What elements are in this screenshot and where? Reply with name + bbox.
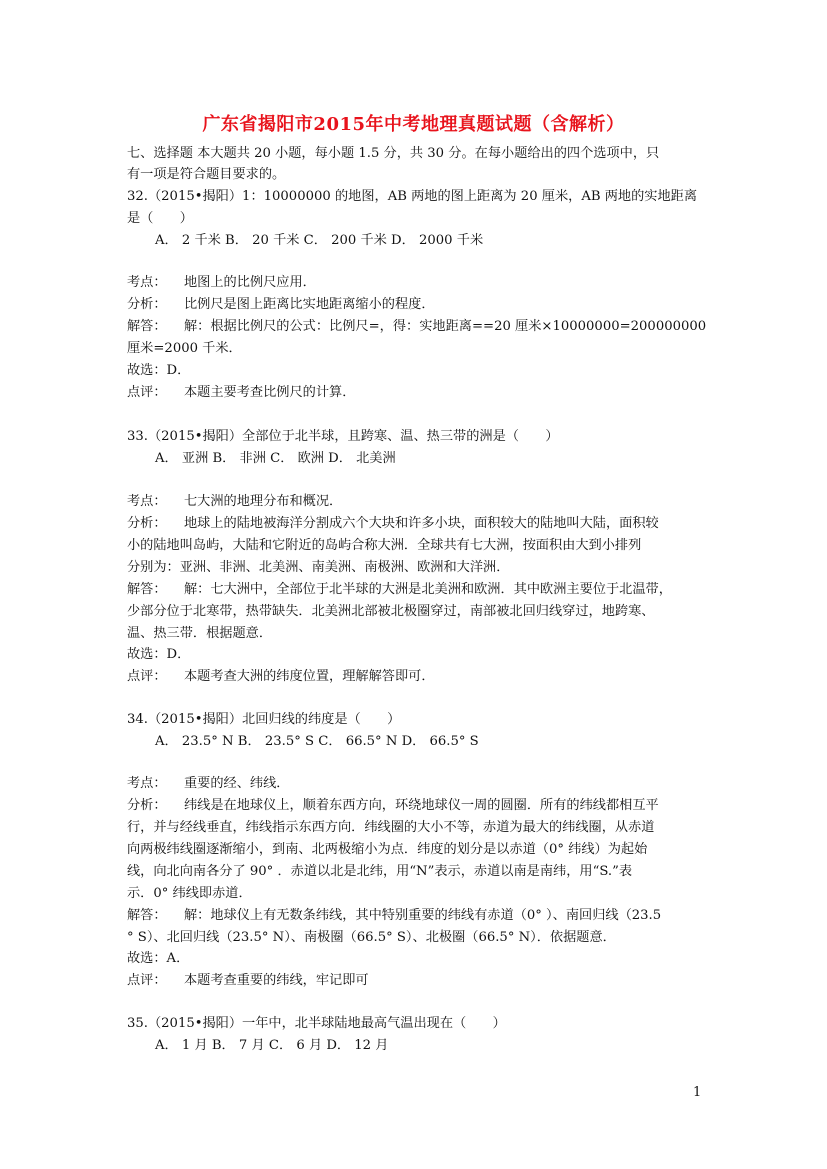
q32-jieda-line-2: 厘米=2000 千米． (127, 341, 242, 356)
q34-dianping (127, 972, 369, 990)
dianping-label: 点评： (127, 973, 167, 988)
q33-options: A． 亚洲 B． 非洲 C． 欧洲 D． 北美洲 (155, 451, 396, 466)
q34-fenxi-line-5: 示．0° 纬线即赤道． (127, 886, 252, 901)
q32-stem-line-1: 32.（2015•揭阳）1：10000000 的地图，AB 两地的图上距离为 20 厘米，AB 两地的实地距离 (127, 189, 698, 204)
q33-fenxi-line-2: 小的陆地叫岛屿，大陆和它附近的岛屿合称大洲．全球共有七大洲，按面积由大到小排列 (127, 538, 642, 553)
dianping-text: 本题主要考查比例尺的计算． (184, 385, 356, 400)
q33-dianping (127, 668, 435, 686)
q34-jieda-line-2: ° S）、北回归线（23.5° N）、南极圈（66.5° S）、北极圈（66.5° N）．依据题意． (127, 930, 616, 945)
jieda-text: 解：七大洲中，全部位于北半球的大洲是北美洲和欧洲．其中欧洲主要位于北温带， (184, 582, 672, 597)
q34-fenxi-line-3: 向两极纬线圈逐渐缩小，到南、北两极缩小为点．纬度的划分是以赤道（0° 纬线）为起始 (127, 842, 648, 857)
q33-kaodian (127, 493, 342, 511)
q32-fenxi (127, 296, 435, 314)
q33-jieda-line-2: 少部分位于北寒带，热带缺失．北美洲北部被北极圈穿过，南部被北回归线穿过，地跨寒、 (127, 604, 655, 619)
q33-stem: 33.（2015•揭阳）全部位于北半球，且跨寒、温、热三带的洲是（ ） (127, 429, 559, 444)
kaodian-text: 地图上的比例尺应用． (184, 275, 316, 290)
q32-answer: 故选：D． (127, 363, 191, 378)
jieda-label: 解答： (127, 319, 167, 334)
kaodian-text: 重要的经、纬线． (184, 776, 290, 791)
section-instruction-line-2: 有一项是符合题目要求的。 (127, 167, 286, 182)
fenxi-text: 纬线是在地球仪上，顺着东西方向，环绕地球仪一周的圆圈．所有的纬线都相互平 (184, 798, 659, 813)
q32-jieda (127, 318, 706, 336)
q34-jieda (127, 907, 661, 925)
fenxi-text: 比例尺是图上距离比实地距离缩小的程度． (184, 297, 435, 312)
page-title: 广东省揭阳市2015年中考地理真题试题（含解析） (202, 114, 625, 135)
q32-stem-line-2: 是（ ） (127, 211, 193, 226)
q32-kaodian (127, 274, 316, 292)
q34-kaodian (127, 775, 290, 793)
q32-dianping (127, 384, 355, 402)
dianping-label: 点评： (127, 669, 167, 684)
jieda-label: 解答： (127, 582, 167, 597)
q34-stem: 34.（2015•揭阳）北回归线的纬度是（ ） (127, 712, 401, 727)
kaodian-label: 考点： (127, 494, 167, 509)
fenxi-label: 分析： (127, 297, 167, 312)
dianping-text: 本题考查大洲的纬度位置，理解解答即可． (184, 669, 435, 684)
q34-fenxi-line-4: 线，向北向南各分了 90° ．赤道以北是北纬，用“N”表示，赤道以南是南纬，用“S.”表 (127, 864, 633, 879)
q33-answer: 故选：D． (127, 647, 191, 662)
section-instruction-line-1: 七、选择题 本大题共 20 小题，每小题 1.5 分，共 30 分。在每小题给出的四个选项中，只 (127, 146, 660, 161)
dianping-text: 本题考查重要的纬线，牢记即可 (184, 973, 369, 988)
fenxi-text: 地球上的陆地被海洋分割成六个大块和许多小块，面积较大的陆地叫大陆，面积较 (184, 516, 659, 531)
q33-jieda-line-3: 温、热三带．根据题意． (127, 626, 273, 641)
page-number: 1 (693, 1085, 702, 1100)
jieda-text: 解：根据比例尺的公式：比例尺=，得：实地距离==20 厘米×10000000=200000000 (184, 319, 707, 334)
kaodian-text: 七大洲的地理分布和概况． (184, 494, 343, 509)
q34-fenxi (127, 797, 659, 815)
q33-fenxi-line-3: 分别为：亚洲、非洲、北美洲、南美洲、南极洲、欧洲和大洋洲． (127, 560, 510, 575)
q33-jieda (127, 581, 672, 599)
q35-stem: 35.（2015•揭阳）一年中，北半球陆地最高气温出现在（ ） (127, 1016, 506, 1031)
q35-options: A． 1 月 B． 7 月 C． 6 月 D． 12 月 (155, 1038, 389, 1053)
q33-fenxi (127, 515, 659, 533)
fenxi-label: 分析： (127, 516, 167, 531)
jieda-text: 解：地球仪上有无数条纬线，其中特别重要的纬线有赤道（0° ）、南回归线（23.5 (184, 908, 662, 923)
dianping-label: 点评： (127, 385, 167, 400)
kaodian-label: 考点： (127, 275, 167, 290)
fenxi-label: 分析： (127, 798, 167, 813)
q34-answer: 故选：A． (127, 951, 190, 966)
q34-fenxi-line-2: 行，并与经线垂直，纬线指示东西方向．纬线圈的大小不等，赤道为最大的纬线圈，从赤道 (127, 820, 655, 835)
q34-options: A． 23.5° N B． 23.5° S C． 66.5° N D． 66.5° S (155, 734, 479, 749)
kaodian-label: 考点： (127, 776, 167, 791)
jieda-label: 解答： (127, 908, 167, 923)
q32-options: A． 2 千米 B． 20 千米 C． 200 千米 D． 2000 千米 (155, 233, 484, 248)
